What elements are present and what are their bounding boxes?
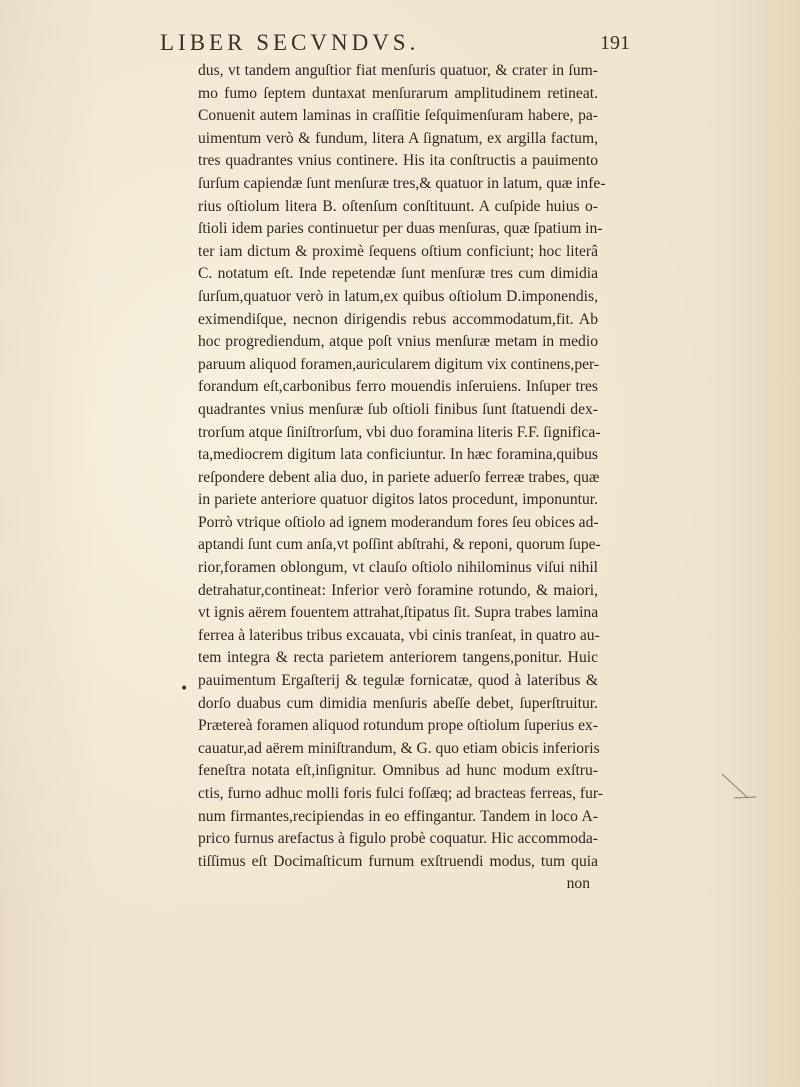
text-line: non — [566, 875, 590, 893]
text-line: prico furnus arefactus à figulo probè coquatur. Hic accommoda- — [198, 830, 598, 848]
text-line: uimentum verò & fundum, litera A ſignatum, ex argilla factum, — [198, 129, 598, 147]
text-line: rius oſtiolum litera B. oſtenſum conſtituunt. A cuſpide huius o- — [198, 197, 598, 215]
text-line: num firmantes,recipiendas in eo effingantur. Tandem in loco A- — [198, 807, 598, 825]
text-line: eximendiſque, necnon dirigendis rebus accommodatum,fit. Ab — [198, 310, 598, 328]
running-head: LIBER SECVNDVS. — [160, 30, 420, 55]
text-line: vt ignis aërem fouentem attrahat,ſtipatus ſit. Supra trabes lamina — [198, 604, 599, 622]
text-line: dus, vt tandem anguſtior fiat menſuris quatuor, & crater in ſum- — [198, 62, 598, 79]
text-line: trorſum atque ſiniſtrorſum, vbi duo foramina literis F.F. ſignifica- — [198, 423, 601, 441]
text-line: mo fumo ſeptem duntaxat menſurarum amplitudinem retineat. — [198, 84, 598, 102]
text-line: C. notatum eſt. Inde repetendæ ſunt menſuræ tres cum dimidia — [198, 265, 598, 283]
text-line: reſpondere debent alia duo, in pariete aduerſo ferreæ trabes, quæ — [198, 468, 600, 486]
pencil-mark-icon — [720, 770, 760, 800]
text-line: tiſſimus eſt Docimaſticum furnum exſtruendi modus, tum quia — [198, 852, 598, 870]
text-line: detrahatur,contineat: Inferior verò foramine rotundo, & maiori, — [198, 581, 598, 599]
text-line: paruum aliquod foramen,auricularem digitum vix continens,per- — [198, 355, 600, 373]
text-line: in pariete anteriore quatuor digitos latos procedunt, imponuntur. — [198, 491, 598, 509]
text-line: Porrò vtrique oſtiolo ad ignem moderandum fores ſeu obices ad- — [198, 513, 599, 531]
text-line: feneſtra notata eſt,inſignitur. Omnibus ad hunc modum exſtru- — [198, 762, 598, 780]
text-line: ctis, furno adhuc molli foris fulci foſſæq; ad bracteas ferreas, fur- — [198, 785, 603, 802]
text-line: Conuenit autem laminas in craſſitie ſeſquimenſuram habere, pa- — [198, 107, 598, 125]
text-line: quadrantes vnius menſuræ ſub oſtioli finibus ſunt ſtatuendi dex- — [198, 400, 598, 418]
text-line: ter iam dictum & proximè ſequens oſtium conficiunt; hoc literâ — [198, 242, 598, 260]
text-line: ſtioli idem paries continuetur per duas menſuras, quæ ſpatium in- — [198, 220, 603, 238]
margin-dot-icon: • — [180, 681, 189, 697]
text-line: tem integra & recta parietem anteriorem tangens,ponitur. Huic — [198, 649, 598, 667]
text-line: tres quadrantes vnius continere. His ita conſtructis a pauimento — [198, 152, 598, 170]
text-line: pauimentum Ergaſterij & tegulæ fornicatæ, quod à lateribus & — [198, 672, 598, 690]
text-line: hoc progrediendum, atque poſt vnius menſuræ metam in medio — [198, 333, 598, 351]
text-line: ſurſum,quatuor verò in latum,ex quibus oſtiolum D.imponendis, — [198, 287, 598, 305]
text-line: Prætereà foramen aliquod rotundum prope oſtiolum ſuperius ex- — [198, 717, 598, 735]
page-header — [160, 30, 630, 64]
text-line: ferrea à lateribus tribus excauata, vbi cinis tranſeat, in quatro au- — [198, 626, 600, 644]
text-line: ta,mediocrem digitum lata conficiuntur. In hæc foramina,quibus — [198, 446, 598, 464]
text-line: aptandi ſunt cum anſa,vt poſſint abſtrahi, & reponi, quorum ſupe- — [198, 536, 601, 554]
page-number: 191 — [600, 32, 630, 54]
text-line: dorſo duabus cum dimidia menſuris abeſſe debet, ſuperſtruitur. — [198, 694, 598, 712]
text-line: forandum eſt,carbonibus ferro mouendis inſeruiens. Inſuper tres — [198, 378, 598, 396]
body-text — [198, 60, 606, 896]
text-line: rior,foramen oblongum, vt clauſo oſtiolo nihilominus viſui nihil — [198, 559, 598, 577]
text-line: ſurſum capiendæ ſunt menſuræ tres,& quatuor in latum, quæ infe- — [198, 174, 606, 192]
text-line: cauatur,ad aërem miniſtrandum, & G. quo etiam obicis inferioris — [198, 739, 600, 757]
